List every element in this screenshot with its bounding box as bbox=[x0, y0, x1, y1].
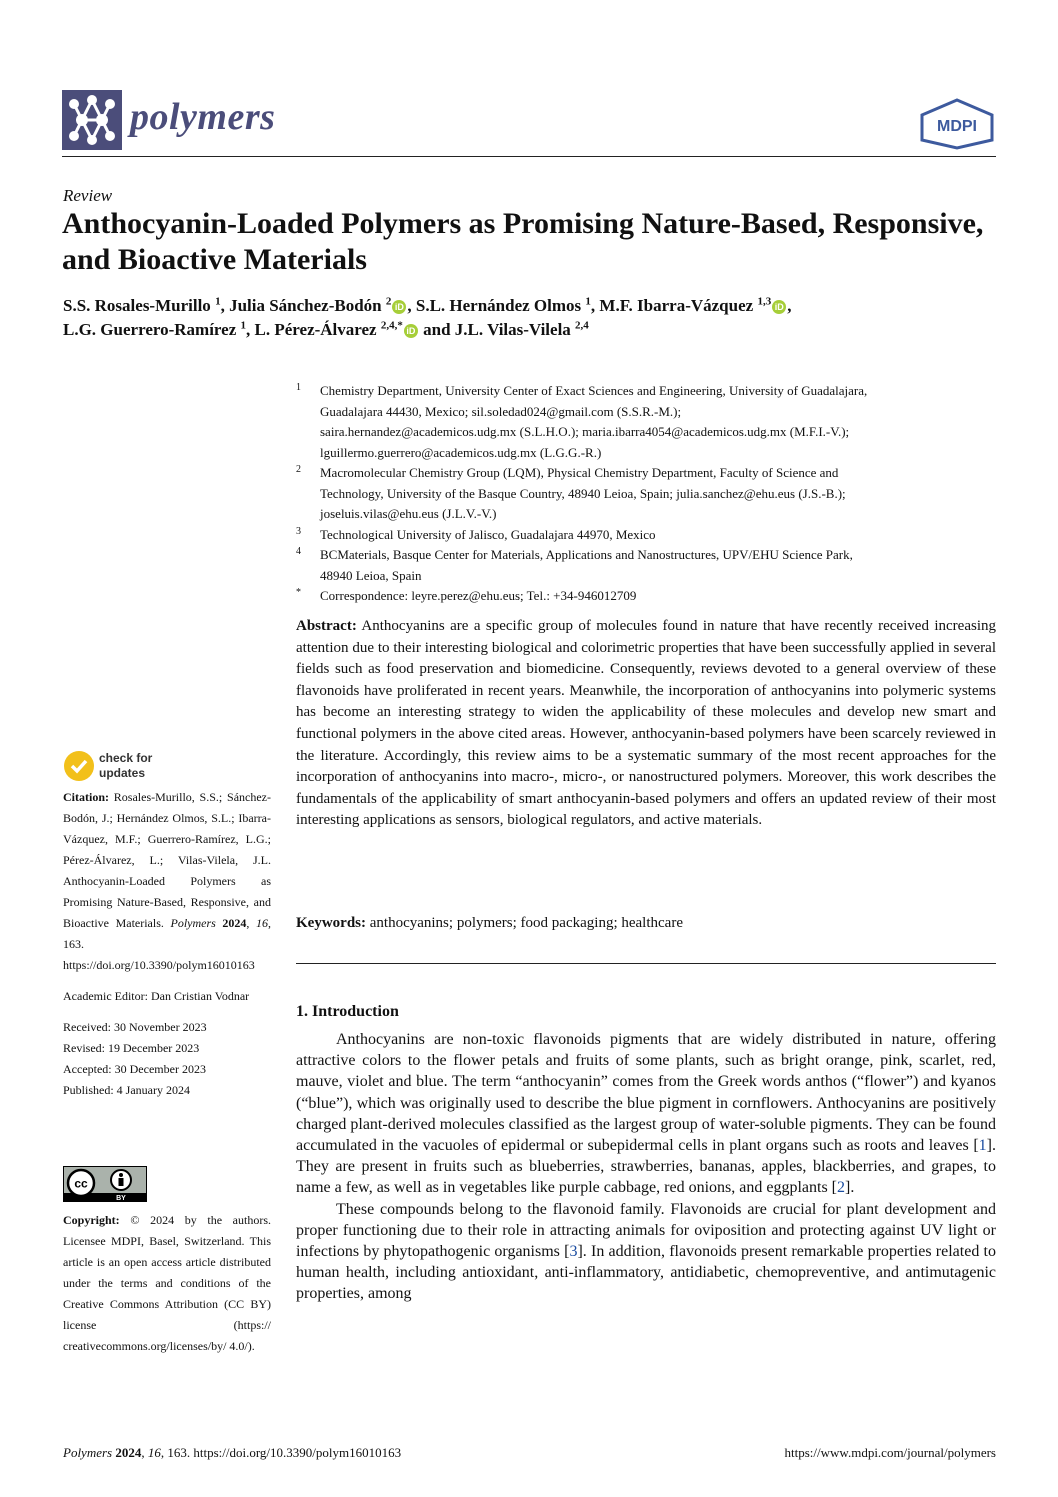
cc-by-license-icon[interactable] bbox=[63, 1166, 147, 1202]
paragraph-text: ]. In addition, flavonoids present remarkable properties related to human health, including antioxidant, anti-inflammatory, antidiabetic, chemopreventive, and antimutagenic properties, among bbox=[296, 1243, 996, 1303]
affiliation-item bbox=[296, 381, 996, 463]
author-name[interactable]: S.L. Hernández Olmos bbox=[415, 296, 582, 315]
author-name[interactable]: L.G. Guerrero-Ramírez bbox=[63, 320, 237, 339]
footer-year: 2024 bbox=[115, 1445, 142, 1460]
reference-link[interactable]: 1 bbox=[978, 1137, 987, 1155]
affiliation-line: 48940 Leioa, Spain bbox=[320, 567, 422, 583]
author-line-1: S.S. Rosales-Murillo $^1$, Julia Sánchez-Bodón $^2$ iD , S.L. Hernández Olmos $^1$, M.F. Ibarra-Vázquez $^{1,3}$ iD , bbox=[63, 295, 792, 315]
affiliation-marker: 1 bbox=[585, 295, 591, 308]
author-name[interactable]: S.S. Rosales-Murillo bbox=[63, 296, 211, 315]
paragraph-text: Anthocyanins are non-toxic flavonoids pigments that are widely distributed in nature, offering attractive colors to the flower petals and fruits of some plants, such as bright orange, pink, scarlet, red, mauve, violet and blue. The term “anthocyanin” comes from the Greek words anthos (“flower”) and kyanos (“blue”), which was originally used to describe the blue pigment in cornflowers. Anthocyanins are positively charged plant-derived molecules classified as the largest group of water-soluble pigments. They can be found accumulated in the vacuoles of epidermal or subepidermal cells in plant organs such as roots and leaves [ bbox=[296, 1031, 996, 1155]
orcid-icon[interactable]: iD bbox=[404, 324, 418, 338]
section-divider bbox=[296, 963, 996, 964]
paragraph-text: ]. bbox=[845, 1179, 855, 1197]
paragraph-text: These compounds belong to the flavonoid family. Flavonoids are crucial for plant development and proper functioning due to their role in attracting animals for oviposition and protecting against UV light or infections by phytopathogenic organisms [ bbox=[296, 1200, 996, 1261]
author-name[interactable]: J.L. Vilas-Vilela bbox=[454, 320, 571, 339]
published-date: Published: 4 January 2024 bbox=[63, 1083, 190, 1097]
publisher-name: MDPI bbox=[937, 118, 977, 135]
reference-link[interactable]: 3 bbox=[569, 1243, 578, 1261]
affiliation-marker: 1,3 bbox=[757, 295, 772, 308]
footer-journal-url[interactable]: https://www.mdpi.com/journal/polymers bbox=[784, 1445, 996, 1460]
conjunction: and bbox=[423, 320, 451, 339]
paragraph bbox=[296, 1199, 996, 1305]
footer-doi[interactable]: , 163. https://doi.org/10.3390/polym16010163 bbox=[160, 1445, 402, 1460]
affiliation-line: Macromolecular Chemistry Group (LQM), Physical Chemistry Department, Faculty of Science and bbox=[320, 465, 839, 480]
copyright-notice bbox=[63, 1210, 271, 1357]
affiliation-marker: 2,4 bbox=[575, 319, 589, 332]
footer-citation: Polymers 2024, 16, 163. https://doi.org/10.3390/polym16010163 bbox=[63, 1445, 402, 1460]
section-heading: 1. Introduction bbox=[296, 1003, 399, 1020]
mdpi-logo-icon bbox=[918, 98, 996, 150]
abstract-label: Abstract: bbox=[296, 618, 357, 634]
paragraph-text: ]. They are present in fruits such as blueberries, strawberries, bananas, apples, blackberries, and grapes, to name a few, as well as in vegetables like purple cabbage, red onions, and eggplants [ bbox=[296, 1137, 996, 1197]
citation-journal: Polymers bbox=[170, 916, 216, 930]
check-for-updates-badge[interactable] bbox=[63, 748, 173, 784]
citation: Citation: Rosales-Murillo, S.S.; Sánchez-Bodón, J.; Hernández Olmos, S.L.; Ibarra-Vázquez, M.F.; Guerrero-Ramírez, L.G.; Pérez-Álvarez, L.; Vilas-Vilela, J.L. Anthocyanin-Loaded Polymers as Promising Nature-Based, Responsive, and Bioactive Materials. Polymers 2024, 16, 163. https://doi.org/10.3390/polym16010163 bbox=[63, 790, 271, 972]
author-name[interactable]: L. Pérez-Álvarez bbox=[254, 320, 377, 339]
citation-label: Citation: bbox=[63, 790, 109, 804]
keywords bbox=[296, 915, 996, 932]
cc-label: cc bbox=[74, 1176, 88, 1191]
article-info-sidebar bbox=[63, 787, 271, 1101]
paragraph bbox=[296, 1029, 996, 1199]
citation-doi[interactable]: , 163. https://doi.org/10.3390/polym16010163 bbox=[63, 916, 271, 972]
revised-date: Revised: 19 December 2023 bbox=[63, 1041, 200, 1055]
affiliation-line: joseluis.vilas@ehu.eus (J.L.V.-V.) bbox=[320, 506, 497, 521]
keywords-label: Keywords: bbox=[296, 915, 366, 931]
abstract-text: Anthocyanins are a specific group of molecules found in nature that have recently received increasing attention due to their interesting biological and colorimetric properties that have been successfully applied in several fields such as food preservation and biomedicine. Consequently, reviews devoted to a general overview of these flavonoids have proliferated in recent years. Meanwhile, the incorporation of anthocyanins into polymeric systems has become an interesting strategy to widen the applicability of these molecules and develop new smart and functional polymers in the above cited areas. However, anthocyanin-based polymers have been scarcely reviewed in the literature. Accordingly, this review aims to be a systematic summary of the most recent approaches for the incorporation of anthocyanins into macro-, micro-, or nanostructured polymers. Moreover, this work describes the fundamentals of the applicability of smart anthocyanin-based polymers and offers an updated review of their most interesting applications as sensors, biological regulators, and active materials. bbox=[296, 618, 996, 829]
abstract bbox=[296, 616, 996, 832]
article-type: Review bbox=[63, 186, 113, 205]
affiliation-line: saira.hernandez@academicos.udg.mx (S.L.H.O.); maria.ibarra4054@academicos.udg.mx (M.F.I.-V.); bbox=[320, 424, 850, 439]
footer-journal: Polymers bbox=[63, 1445, 113, 1460]
affiliation-number: 2 bbox=[296, 464, 301, 475]
affiliation-number: * bbox=[296, 587, 301, 598]
orcid-icon[interactable]: iD bbox=[392, 300, 406, 314]
copyright-text: © 2024 by the authors. Licensee MDPI, Basel, Switzerland. This article is an open access article distributed under the terms and conditions of the Creative Commons Attribution (CC BY) license (https:// creativecommons.org/licenses/by/ 4.0/). bbox=[63, 1213, 272, 1353]
affiliation-marker: 1 bbox=[215, 295, 221, 308]
affiliations-list bbox=[296, 381, 996, 607]
journal-name: polymers bbox=[130, 96, 276, 138]
affiliation-line: Technological University of Jalisco, Guadalajara 44970, Mexico bbox=[320, 526, 656, 542]
affiliation-item bbox=[296, 525, 996, 546]
academic-editor: Academic Editor: Dan Cristian Vodnar bbox=[63, 989, 250, 1003]
correspondence-item bbox=[296, 586, 996, 607]
affiliation-number: 1 bbox=[296, 382, 301, 393]
citation-text: Rosales-Murillo, S.S.; Sánchez-Bodón, J.; Hernández Olmos, S.L.; Ibarra-Vázquez, M.F.; Guerrero-Ramírez, L.G.; Pérez-Álvarez, L.; Vilas-Vilela, J.L. Anthocyanin-Loaded Polymers as Promising Nature-Based, Responsive, and Bioactive Materials. bbox=[63, 790, 271, 930]
header-divider bbox=[62, 156, 996, 157]
section-body bbox=[296, 1029, 996, 1305]
orcid-icon[interactable]: iD bbox=[772, 300, 786, 314]
copyright-label: Copyright: bbox=[63, 1213, 120, 1227]
received-date: Received: 30 November 2023 bbox=[63, 1020, 207, 1034]
affiliation-line: BCMaterials, Basque Center for Materials, Applications and Nanostructures, UPV/EHU Science Park, bbox=[320, 547, 853, 562]
affiliation-number: 4 bbox=[296, 546, 301, 557]
author-name[interactable]: Julia Sánchez-Bodón bbox=[229, 296, 382, 315]
check-updates-line2: updates bbox=[99, 766, 146, 780]
affiliation-number: 3 bbox=[296, 525, 301, 537]
author-name[interactable]: M.F. Ibarra-Vázquez bbox=[599, 296, 754, 315]
keywords-text: anthocyanins; polymers; food packaging; healthcare bbox=[369, 915, 683, 931]
affiliation-marker: 1 bbox=[240, 319, 247, 332]
affiliation-line: lguillermo.guerrero@academicos.udg.mx (L.G.G.-R.) bbox=[320, 444, 602, 460]
check-icon bbox=[64, 751, 94, 781]
affiliation-marker: 2 bbox=[385, 295, 392, 308]
affiliation-line: Chemistry Department, University Center of Exact Sciences and Engineering, University of Guadalajara, bbox=[320, 383, 868, 398]
affiliation-marker: 2,4,* bbox=[380, 319, 403, 332]
correspondence-line: Correspondence: leyre.perez@ehu.eus; Tel.: +34-946012709 bbox=[320, 588, 637, 603]
footer-volume: 16 bbox=[147, 1445, 161, 1460]
by-label: BY bbox=[116, 1195, 126, 1202]
check-updates-line1: check for bbox=[99, 751, 153, 765]
reference-link[interactable]: 2 bbox=[837, 1179, 845, 1197]
accepted-date: Accepted: 30 December 2023 bbox=[63, 1062, 206, 1076]
affiliation-line: Guadalajara 44430, Mexico; sil.soledad024@gmail.com (S.S.R.-M.); bbox=[320, 403, 682, 419]
affiliation-item bbox=[296, 463, 996, 525]
article-title: Anthocyanin-Loaded Polymers as Promising Nature-Based, Responsive, and Bioactive Materials bbox=[62, 207, 984, 276]
affiliation-line: Technology, University of the Basque Country, 48940 Leioa, Spain; julia.sanchez@ehu.eus (J.S.-B.); bbox=[320, 485, 846, 501]
polymers-logo-icon bbox=[62, 90, 122, 150]
citation-volume: 16 bbox=[256, 916, 268, 930]
citation-year: 2024 bbox=[222, 916, 247, 930]
affiliation-item bbox=[296, 545, 996, 586]
author-line-2: L.G. Guerrero-Ramírez $^1$, L. Pérez-Álvarez $^{2,4,*}$ iD and J.L. Vilas-Vilela $^{2,4}$ bbox=[63, 319, 589, 339]
